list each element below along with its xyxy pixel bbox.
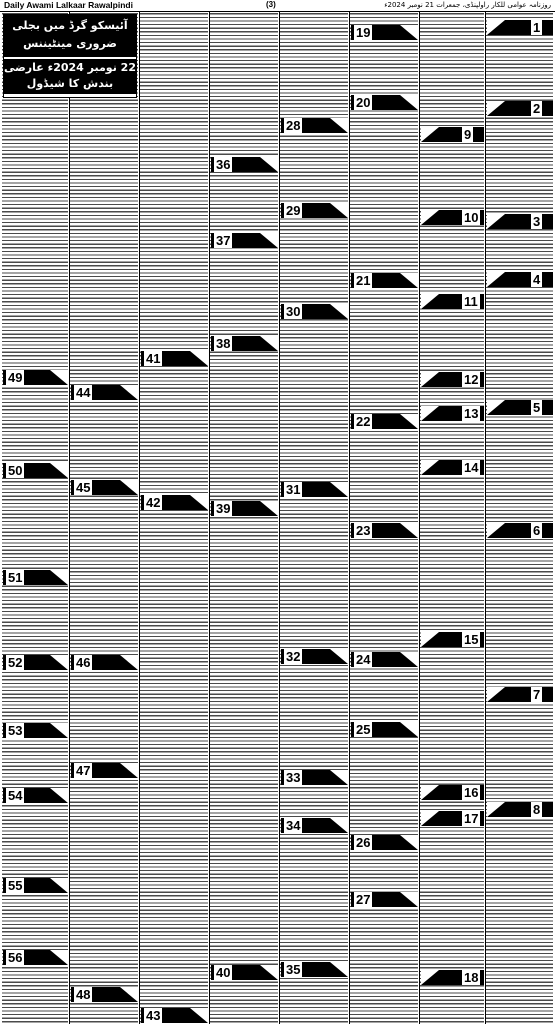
header-notch [260,501,278,516]
notice-header [487,214,553,229]
header-notch [421,210,439,225]
notice-number: 22 [356,414,371,429]
header-notch [400,652,418,667]
header-notch [260,336,278,351]
notice-number: 37 [216,233,231,248]
column-7 [420,12,484,1024]
notice-number: 7 [533,687,541,702]
header-notch [120,385,138,400]
notice-number: 3 [533,214,541,229]
notice-number: 33 [286,770,301,785]
header-notch [260,157,278,172]
notice-header [487,101,553,116]
header-notch [421,406,439,421]
notice-number: 14 [464,460,479,475]
notice-number: 16 [464,785,479,800]
header-notch [120,763,138,778]
notice-number: 49 [8,370,23,385]
column-rule [349,12,350,1024]
notice-number: 24 [356,652,371,667]
notice-number: 46 [76,655,91,670]
notice-number: 41 [146,351,161,366]
header-notch [421,785,439,800]
header-notch [400,95,418,110]
header-notch [421,970,439,985]
notice-number: 56 [8,950,23,965]
notice-number: 34 [286,818,301,833]
header-notch [330,482,348,497]
header-notch [50,570,68,585]
notice-header [487,687,553,702]
column-rule [419,12,420,1024]
column-rule [139,12,140,1024]
header-notch [400,523,418,538]
header-notch [260,233,278,248]
header-notch [330,649,348,664]
header-notch [330,770,348,785]
notice-number: 48 [76,987,91,1002]
notice-number: 44 [76,385,91,400]
notice-number: 40 [216,965,231,980]
notice-number: 54 [8,788,23,803]
header-notch [400,273,418,288]
header-notch [50,463,68,478]
column-5 [280,12,348,1024]
notice-number: 51 [8,570,23,585]
header-notch [50,878,68,893]
notice-number: 31 [286,482,301,497]
header-notch [190,1008,208,1023]
notice-number: 8 [533,802,541,817]
notice-number: 21 [356,273,371,288]
notice-number: 39 [216,501,231,516]
notice-number: 50 [8,463,23,478]
header-notch [120,480,138,495]
header-notch [421,372,439,387]
header-notch [421,632,439,647]
column-3 [140,12,208,1024]
notice-number: 10 [464,210,479,225]
header-notch [330,118,348,133]
header-notch [190,351,208,366]
header-notch [50,788,68,803]
notice-number: 25 [356,722,371,737]
header-notch [120,655,138,670]
notice-header [487,802,553,817]
notice-header [487,400,553,415]
notice-number: 15 [464,632,479,647]
notice-number: 45 [76,480,91,495]
header-notch [50,950,68,965]
notice-number: 47 [76,763,91,778]
urdu-date-line: روزنامہ عوامی للکار راولپنڈی، جمعرات 21 نومبر 2024ء [384,1,551,9]
notice-header [487,20,553,35]
notice-number: 20 [356,95,371,110]
header-notch [50,655,68,670]
notice-number: 27 [356,892,371,907]
header-notch [400,835,418,850]
column-rule [209,12,210,1024]
notice-number: 6 [533,523,541,538]
column-rule [279,12,280,1024]
notice-number: 26 [356,835,371,850]
notice-header [421,127,484,142]
header-notch [330,304,348,319]
notice-number: 23 [356,523,371,538]
header-notch [421,811,439,826]
notice-number: 2 [533,101,541,116]
notice-header [487,272,553,287]
header-notch [487,400,505,415]
notice-number: 13 [464,406,479,421]
header-notch [487,20,505,35]
header-notch [487,101,505,116]
column-2 [70,12,138,1024]
notice-number: 55 [8,878,23,893]
notice-number: 18 [464,970,479,985]
header-notch [487,687,505,702]
notice-number: 4 [533,272,541,287]
notice-number: 28 [286,118,301,133]
notice-number: 5 [533,400,541,415]
notice-number: 38 [216,336,231,351]
header-notch [421,294,439,309]
english-title: Daily Awami Lalkaar Rawalpindi [4,0,133,10]
header-notch [487,272,505,287]
header-notch [421,460,439,475]
headline-banner [3,14,137,98]
page-number: (3) [266,0,276,9]
notice-number: 35 [286,962,301,977]
header-notch [120,987,138,1002]
header-notch [330,203,348,218]
column-6 [350,12,418,1024]
notice-number: 32 [286,649,301,664]
header-notch [330,962,348,977]
notice-number: 52 [8,655,23,670]
header-notch [400,414,418,429]
notice-number: 29 [286,203,301,218]
header-notch [50,723,68,738]
notice-number: 30 [286,304,301,319]
header-notch [487,802,505,817]
header-notch [190,495,208,510]
header-notch [330,818,348,833]
header-notch [50,370,68,385]
header-notch [487,214,505,229]
notice-number: 19 [356,25,371,40]
notice-number: 53 [8,723,23,738]
column-rule [485,12,486,1024]
header-notch [487,523,505,538]
banner-line-1: آئیسکو گرڈ میں بجلی ضروری مینٹیننس [4,15,136,57]
notice-number: 9 [464,127,472,142]
notice-number: 1 [533,20,541,35]
notice-number: 42 [146,495,161,510]
header-notch [260,965,278,980]
masthead [0,0,555,12]
header-notch [400,892,418,907]
notice-number: 36 [216,157,231,172]
notice-number: 43 [146,1008,161,1023]
header-notch [400,722,418,737]
column-8 [486,12,553,1024]
notice-number: 12 [464,372,479,387]
header-notch [421,127,439,142]
notice-header [487,523,553,538]
notice-number: 17 [464,811,479,826]
banner-line-2: 22 نومبر 2024ء عارضی بندش کا شیڈول [4,59,136,94]
notice-number: 11 [464,294,478,309]
column-1 [2,12,68,1024]
header-notch [400,25,418,40]
column-rule [69,12,70,1024]
